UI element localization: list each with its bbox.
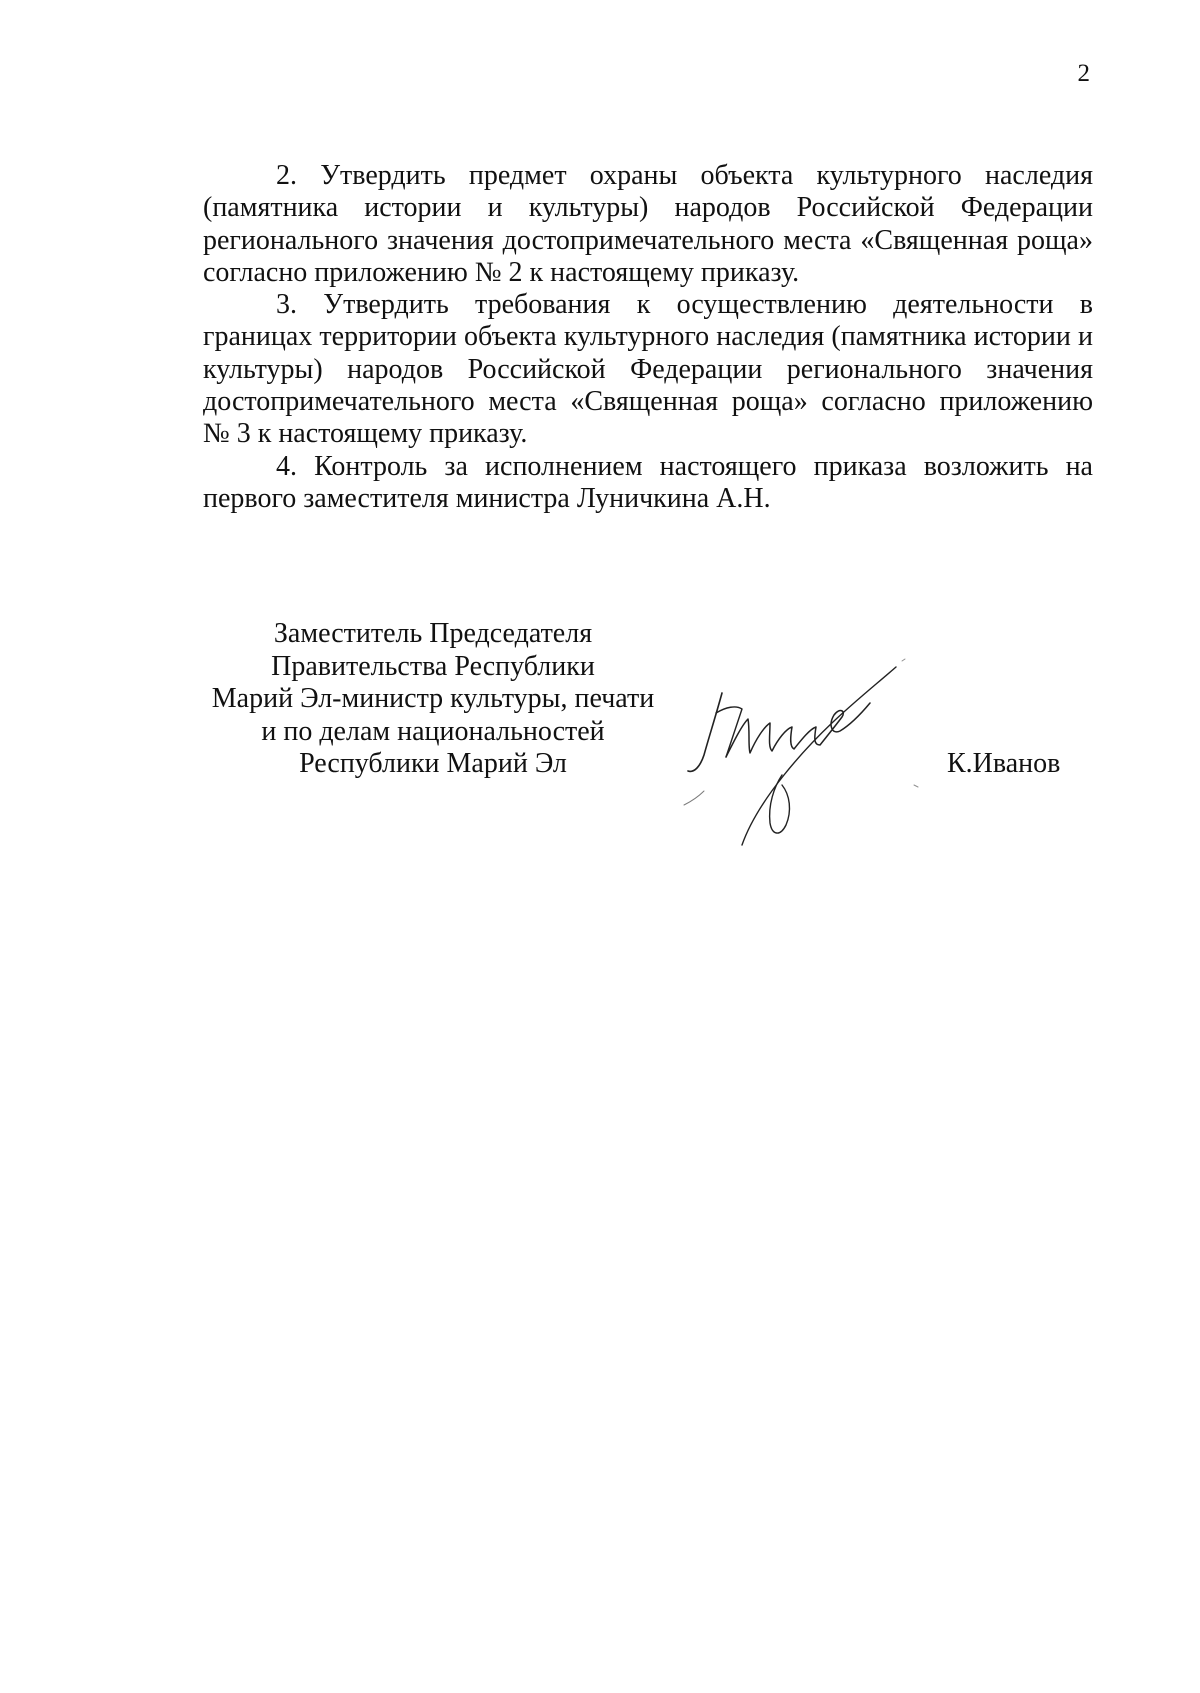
paragraph-item-4: 4. Контроль за исполнением настоящего приказа возложить на первого заместителя министра Луничкина А.Н. (203, 450, 1093, 514)
paragraph-item-3: 3. Утвердить требования к осуществлению деятельности в границах территории объекта культурного наследия (памятника истории и культуры) народов Российской Федерации регионального значения достопримечательного места «Священная роща» согласно приложению № 3 к настоящему приказу. (203, 289, 1093, 450)
paragraph-item-2: 2. Утвердить предмет охраны объекта культурного наследия (памятника истории и культуры) народов Российской Федерации регионального значения достопримечательного места «Священная роща» согласно приложению № 2 к настоящему приказу. (203, 160, 1093, 288)
signatory-title-line: Марий Эл-министр культуры, печати (211, 683, 655, 714)
signatory-title-line: Правительства Республики (271, 650, 595, 682)
signatory-title (203, 618, 663, 781)
signatory-title-line: Республики Марий Эл (299, 748, 567, 779)
signer-name: К.Иванов (947, 748, 1061, 779)
signatory-title-line: и по делам национальностей (261, 715, 605, 747)
signatory-title-line: Заместитель Председателя (273, 618, 593, 649)
order-body (203, 160, 1093, 515)
page-number: 2 (1077, 60, 1090, 87)
handwritten-signature (664, 655, 954, 855)
